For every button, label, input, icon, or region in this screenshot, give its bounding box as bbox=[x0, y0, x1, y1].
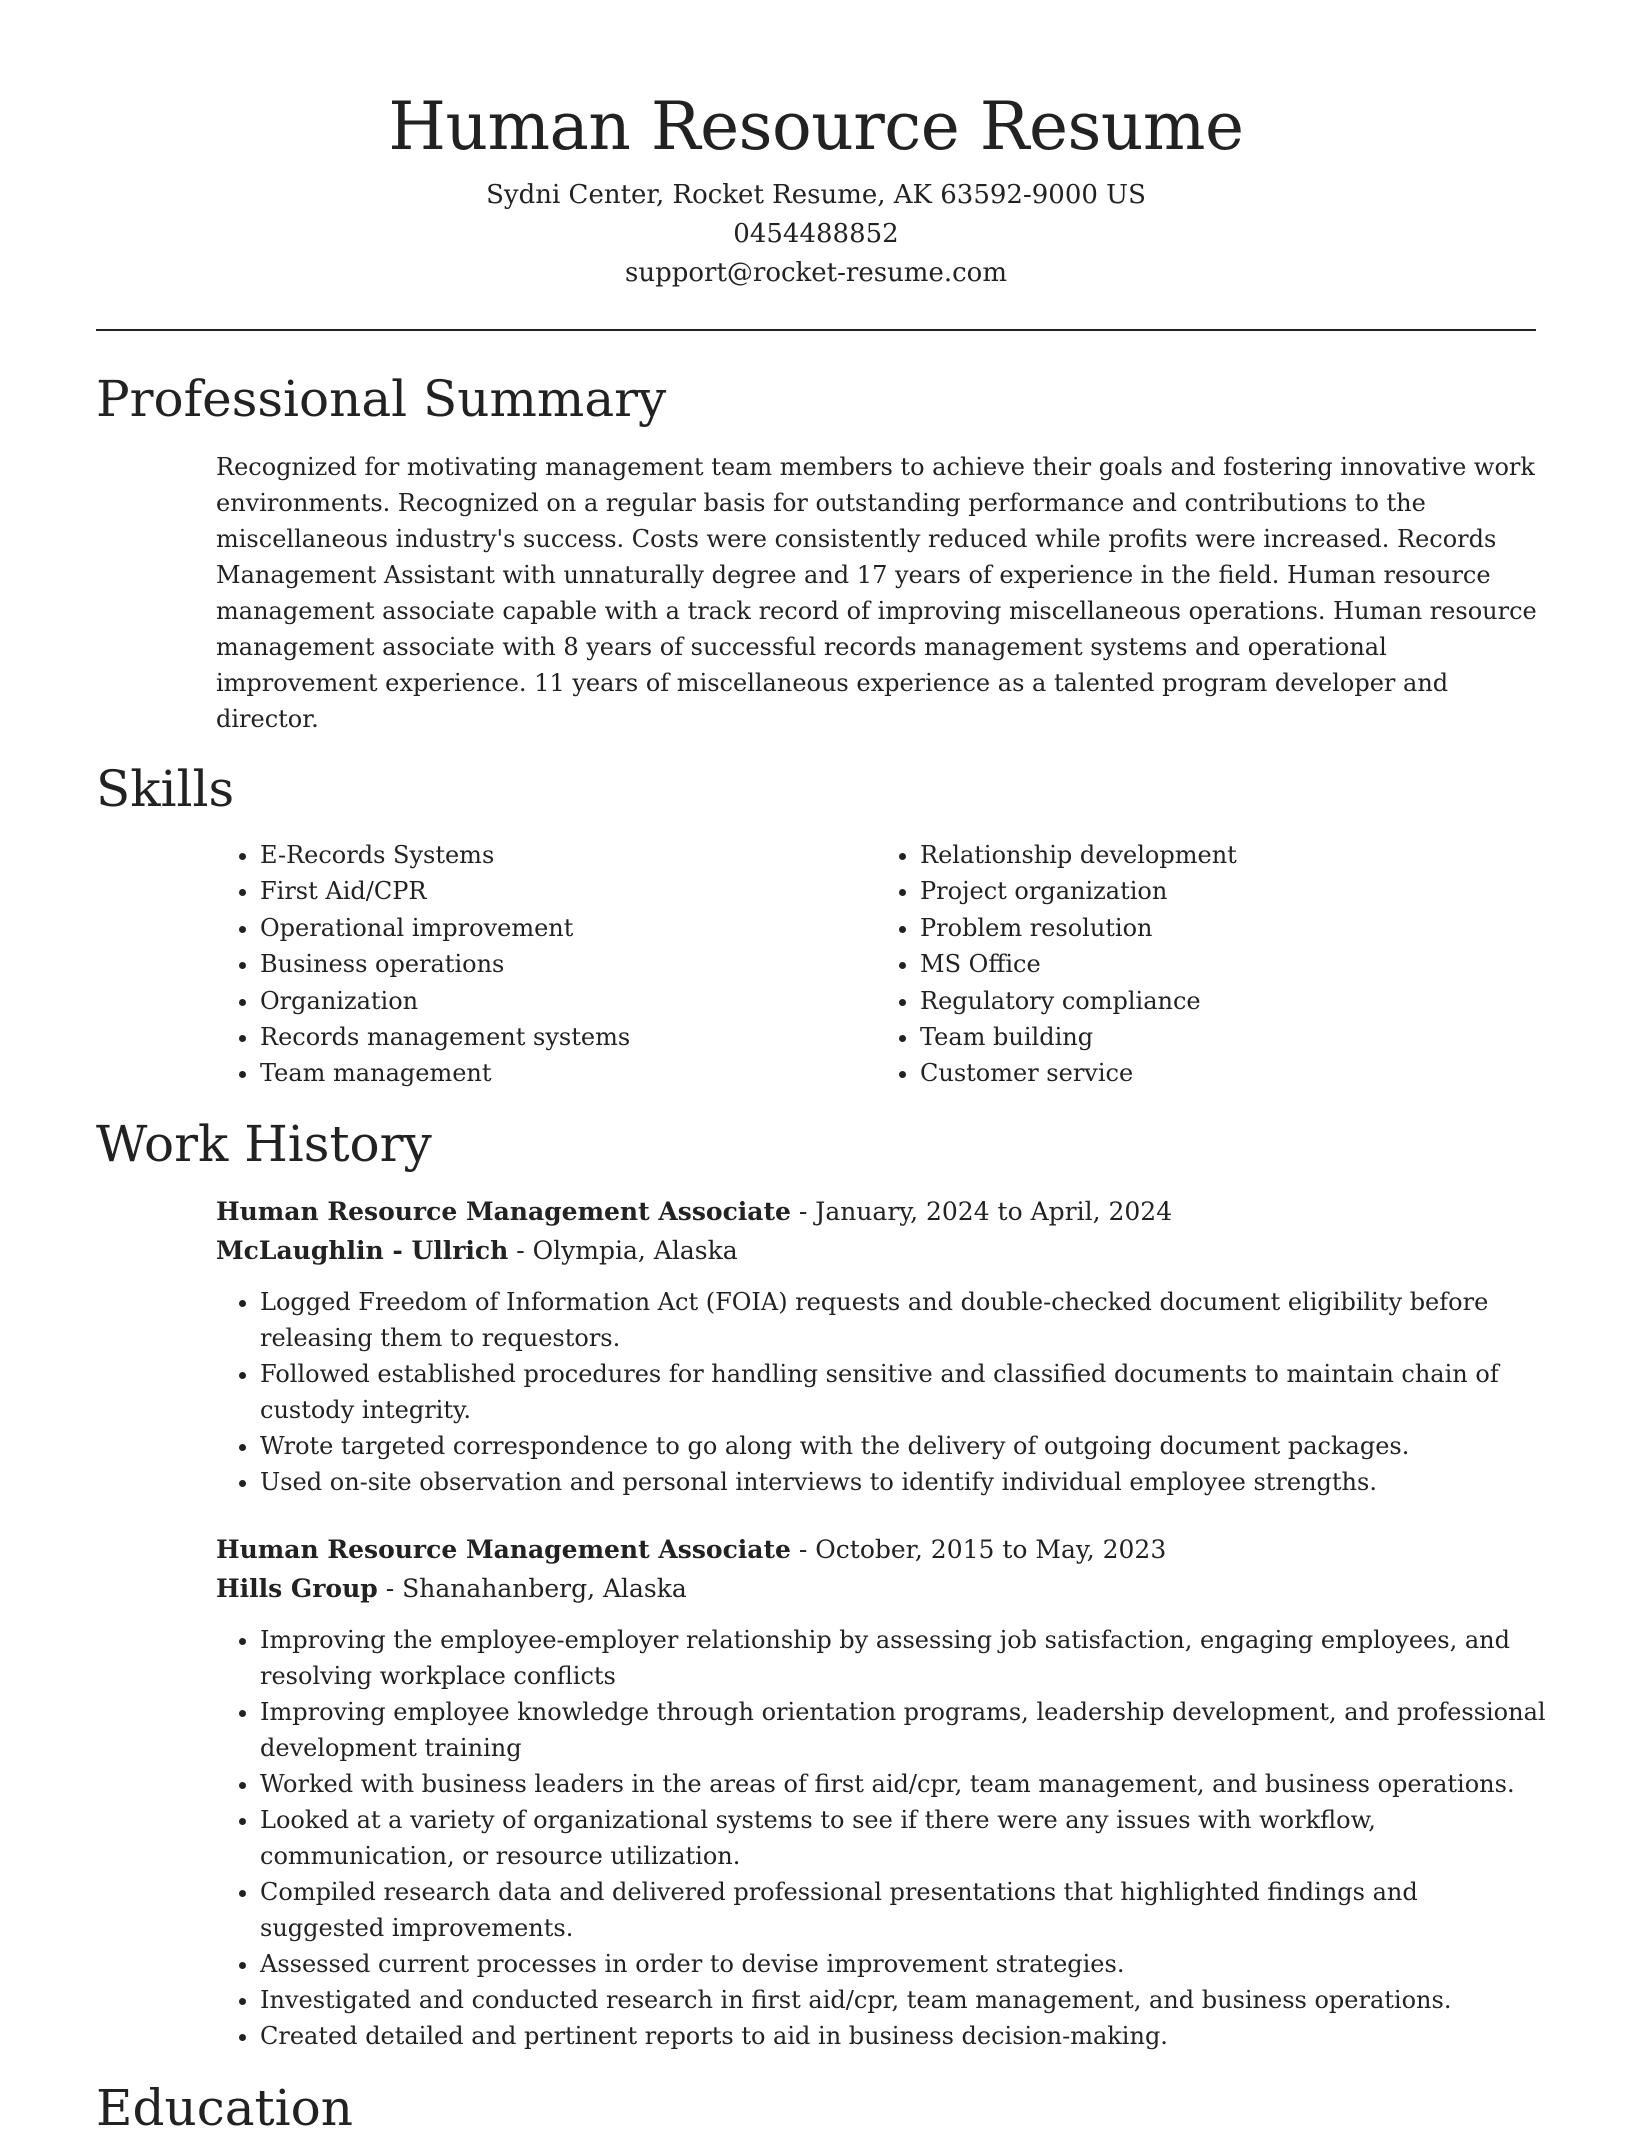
skill-item: • Problem resolution bbox=[920, 910, 1536, 946]
job-dates: - October, 2015 to May, 2023 bbox=[790, 1534, 1167, 1564]
job-bullet: • Assessed current processes in order to devise improvement strategies. bbox=[260, 1946, 1546, 1982]
job-title-line bbox=[216, 1192, 1546, 1231]
job-bullet: • Created detailed and pertinent reports to aid in business decision-making. bbox=[260, 2018, 1546, 2054]
skill-item: • Records management systems bbox=[260, 1019, 876, 1055]
job-title-line bbox=[216, 1530, 1546, 1569]
job-location: - Shanahanberg, Alaska bbox=[377, 1573, 687, 1603]
job-bullet: • Logged Freedom of Information Act (FOIA) requests and double-checked document eligibility before releasing them to requestors. bbox=[260, 1284, 1546, 1356]
work-history-heading: Work History bbox=[96, 1114, 432, 1173]
skill-item: • E-Records Systems bbox=[260, 837, 876, 873]
skill-item: • Project organization bbox=[920, 873, 1536, 909]
skill-item: • Relationship development bbox=[920, 837, 1536, 873]
phone-number: 0454488852 bbox=[733, 219, 899, 249]
summary-text: Recognized for motivating management team members to achieve their goals and fostering innovative work environments. Recognized on a regular basis for outstanding performance and contributions to the miscellaneous industry's success. Costs were consistently reduced while profits were increased. Records Management Assistant with unnaturally degree and 17 years of experience in the field. Human resource management associate capable with a track record of improving miscellaneous operations. Human resource management associate with 8 years of successful records management systems and operational improvement experience. 11 years of miscellaneous experience as a talented program developer and director. bbox=[216, 453, 1537, 733]
job-bullet: • Improving the employee-employer relationship by assessing job satisfaction, engaging employees, and resolving workplace conflicts bbox=[260, 1622, 1546, 1694]
skill-item: • Customer service bbox=[920, 1055, 1536, 1091]
job-title: Human Resource Management Associate bbox=[216, 1534, 791, 1564]
job-dates: - January, 2024 to April, 2024 bbox=[790, 1196, 1173, 1226]
job-bullet: • Looked at a variety of organizational systems to see if there were any issues with workflow, communication, or resource utilization. bbox=[260, 1802, 1546, 1874]
job-entry bbox=[216, 1530, 1546, 2054]
education-section bbox=[96, 2078, 1536, 2138]
header-divider bbox=[96, 329, 1536, 331]
skill-item: • Regulatory compliance bbox=[920, 983, 1536, 1019]
job-location: - Olympia, Alaska bbox=[508, 1235, 738, 1265]
summary-section bbox=[96, 369, 1536, 737]
job-company-line bbox=[216, 1231, 1546, 1270]
skill-item: • Operational improvement bbox=[260, 910, 876, 946]
job-company: McLaughlin - Ullrich bbox=[216, 1235, 509, 1265]
job-bullet: • Investigated and conducted research in first aid/cpr, team management, and business operations. bbox=[260, 1982, 1546, 2018]
address: Sydni Center, Rocket Resume, AK 63592-9000 US bbox=[486, 180, 1146, 210]
summary-heading: Professional Summary bbox=[96, 370, 667, 428]
job-bullet: • Followed established procedures for handling sensitive and classified documents to maintain chain of custody integrity. bbox=[260, 1356, 1546, 1428]
job-company: Hills Group bbox=[216, 1573, 378, 1603]
email-address: support@rocket-resume.com bbox=[624, 258, 1007, 288]
job-bullets bbox=[216, 1622, 1546, 2054]
skill-item: • Organization bbox=[260, 983, 876, 1019]
skills-left-list bbox=[216, 837, 876, 1092]
education-heading: Education bbox=[96, 2078, 353, 2137]
work-history-section bbox=[96, 1114, 1546, 2054]
skill-item: • MS Office bbox=[920, 946, 1536, 982]
job-bullet: • Improving employee knowledge through orientation programs, leadership development, and professional development training bbox=[260, 1694, 1546, 1766]
skill-item: • Business operations bbox=[260, 946, 876, 982]
job-bullet: • Worked with business leaders in the areas of first aid/cpr, team management, and business operations. bbox=[260, 1766, 1546, 1802]
skills-heading: Skills bbox=[96, 760, 235, 818]
job-company-line bbox=[216, 1569, 1546, 1608]
job-bullet: • Used on-site observation and personal interviews to identify individual employee strengths. bbox=[260, 1464, 1546, 1500]
resume-title: Human Resource Resume bbox=[388, 88, 1244, 165]
skill-item: • Team management bbox=[260, 1055, 876, 1091]
job-bullet: • Wrote targeted correspondence to go along with the delivery of outgoing document packages. bbox=[260, 1428, 1546, 1464]
resume-page bbox=[96, 0, 1546, 2138]
job-entry bbox=[216, 1192, 1546, 1500]
job-title: Human Resource Management Associate bbox=[216, 1196, 791, 1226]
skills-section bbox=[96, 759, 1536, 1092]
contact-block bbox=[96, 176, 1536, 293]
job-bullets bbox=[216, 1284, 1546, 1500]
job-bullet: • Compiled research data and delivered professional presentations that highlighted findings and suggested improvements. bbox=[260, 1874, 1546, 1946]
skills-right-list bbox=[876, 837, 1536, 1092]
skill-item: • Team building bbox=[920, 1019, 1536, 1055]
skills-columns bbox=[216, 837, 1536, 1092]
skill-item: • First Aid/CPR bbox=[260, 873, 876, 909]
